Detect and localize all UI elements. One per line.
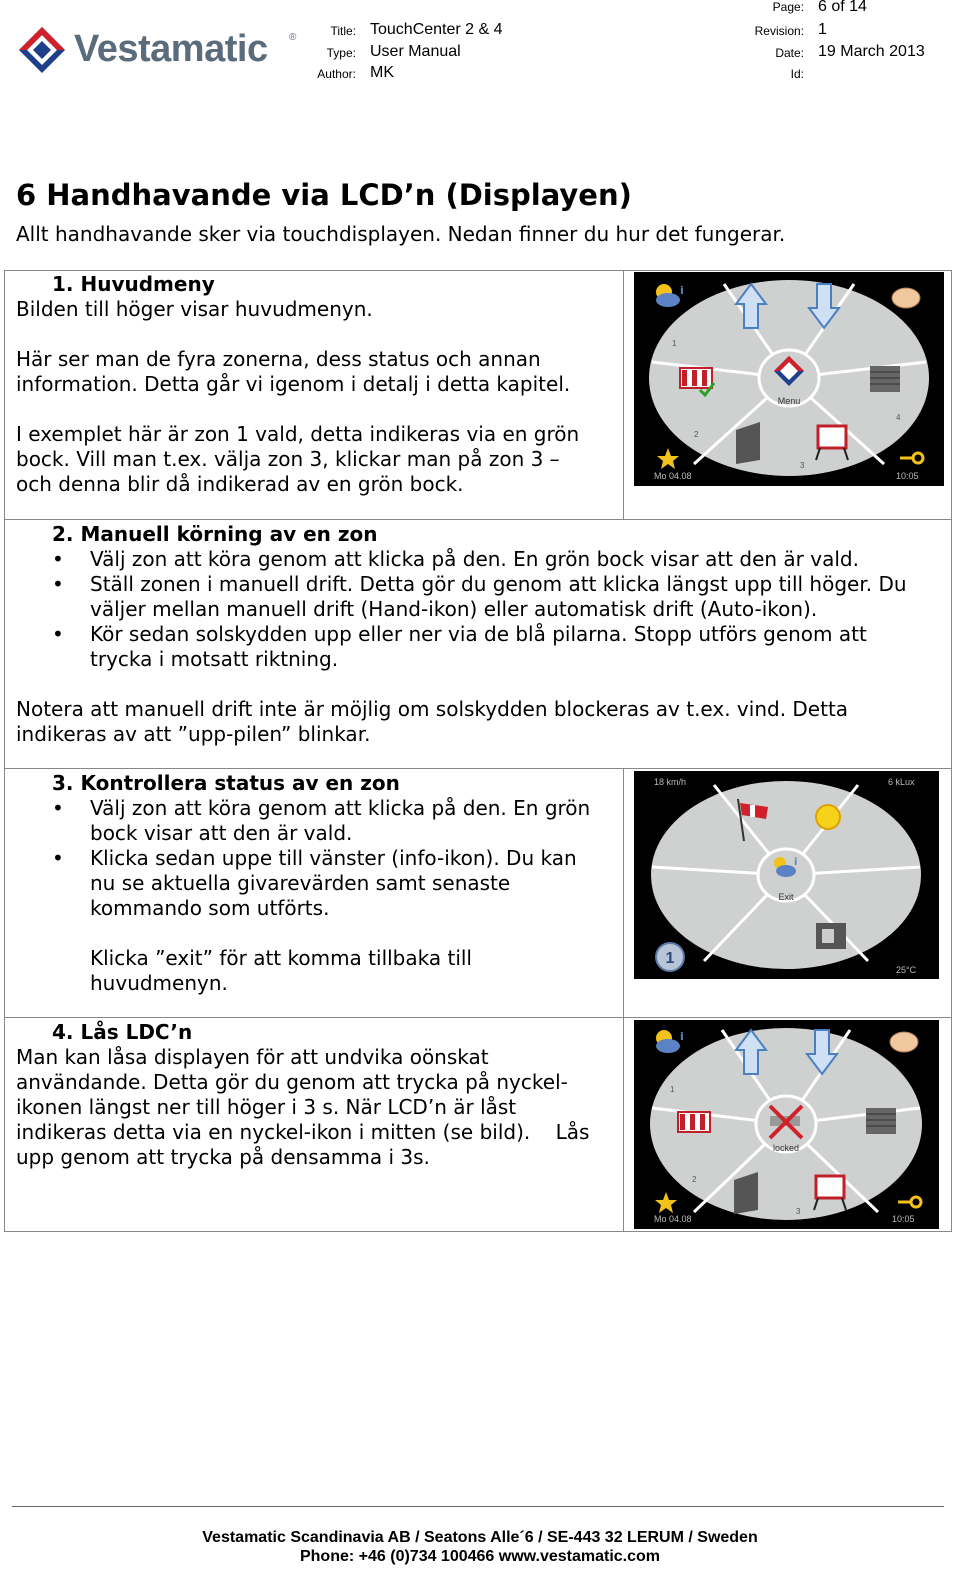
sun-icon: [816, 805, 840, 829]
favorite-star-icon: [655, 1192, 677, 1213]
lcd2-lux: 6 kLux: [888, 777, 915, 787]
section-2-bullet-2a: • Ställ zonen i manuell drift. Detta gör du genom att klicka längst upp till höger. Du: [16, 572, 946, 597]
vestamatic-logo: [18, 26, 297, 76]
section-2-bullet-1: • Välj zon att köra genom att klicka på den. En grön bock visar att den är vald.: [16, 547, 946, 572]
lcd2-zone-number: 1: [665, 950, 675, 967]
key-icon: [900, 453, 923, 463]
title-label: Title:: [330, 24, 356, 38]
logo-registered-mark: ®: [289, 32, 297, 43]
section-4-line-d: indikeras detta via en nyckel-ikon i mitten (se bild). Lås: [16, 1120, 590, 1144]
lcd1-time: 10:05: [896, 471, 919, 481]
section-1-p2a: Här ser man de fyra zonerna, dess status och annan: [16, 347, 541, 371]
section-1-p3a: I exemplet här är zon 1 vald, detta indikeras via en grön: [16, 422, 580, 446]
lcd1-date: Mo 04.08: [654, 471, 692, 481]
section-3-title: 3. Kontrollera status av en zon: [52, 771, 400, 795]
section-1-p3c: och denna blir då indikerad av en grön bock.: [16, 472, 464, 496]
section-3: [16, 771, 616, 996]
section-2-note-a: Notera att manuell drift inte är möjlig om solskydden blockeras av t.ex. vind. Detta: [16, 697, 849, 721]
type-label: Type:: [326, 46, 356, 60]
shutter-icon: [866, 1108, 896, 1134]
section-2-bullet-3a: • Kör sedan solskydden upp eller ner via de blå pilarna. Stopp utförs genom att: [16, 622, 946, 647]
lcd1-center-label: Menu: [777, 396, 801, 406]
section-2-bullet-2b: väljer mellan manuell drift (Hand-ikon) eller automatisk drift (Auto-ikon).: [90, 597, 818, 621]
section-4-line-a: Man kan låsa displayen för att undvika oönskat: [16, 1045, 489, 1069]
lcd2-exit-label: Exit: [778, 892, 794, 902]
lcd3-zone-2: 2: [692, 1175, 697, 1184]
lcd2-temperature: 25°C: [896, 965, 917, 975]
info-weather-icon: [656, 284, 684, 307]
section-3-p-a: Klicka ”exit” för att komma tillbaka till: [90, 946, 472, 970]
section-1-p3b: bock. Vill man t.ex. välja zon 3, klickar man på zon 3 –: [16, 447, 560, 471]
date-value: 19 March 2013: [818, 43, 925, 60]
title-value: TouchCenter 2 & 4: [370, 21, 503, 38]
page-title: 6 Handhavande via LCD’n (Displayen): [16, 178, 632, 212]
section-2-bullet-3b: trycka i motsatt riktning.: [90, 647, 339, 671]
key-icon: [898, 1197, 921, 1207]
lcd1-zone-1: 1: [672, 339, 677, 348]
section-1-title: 1. Huvudmeny: [52, 272, 215, 296]
lcd1-zone-2: 2: [694, 430, 699, 439]
section-3-bullet-2a: • Klicka sedan uppe till vänster (info-ikon). Du kan: [16, 846, 616, 871]
svg-text:i: i: [794, 857, 798, 868]
id-label: Id:: [790, 67, 804, 81]
lcd1-zone-4: 4: [896, 413, 901, 422]
hand-icon: [892, 288, 920, 308]
lcd3-locked-label: locked: [772, 1143, 800, 1153]
section-1-p1: Bilden till höger visar huvudmenyn.: [16, 297, 373, 321]
lcd3-time: 10:05: [892, 1214, 915, 1224]
section-4-line-e: upp genom att trycka på densamma i 3s.: [16, 1145, 430, 1169]
lcd-main-menu-image: [634, 272, 944, 486]
section-2: [16, 522, 946, 747]
lcd3-zone-1: 1: [670, 1085, 675, 1094]
logo-diamond-icon: [18, 26, 66, 74]
favorite-star-icon: [657, 448, 679, 469]
footer-divider: [12, 1506, 944, 1507]
zone-window-icon: [816, 923, 846, 949]
section-2-title: 2. Manuell körning av en zon: [52, 522, 378, 546]
awning-icon: [678, 1112, 710, 1132]
lcd-status-image: [634, 771, 939, 979]
page-label: Page:: [772, 0, 804, 14]
info-weather-icon: [656, 1030, 684, 1053]
section-2-note-b: indikeras av att ”upp-pilen” blinkar.: [16, 722, 371, 746]
page-header: [0, 0, 960, 95]
svg-text:i: i: [680, 1030, 684, 1043]
footer-address: Vestamatic Scandinavia AB / Seatons Alle´6 / SE-443 32 LERUM / Sweden: [202, 1529, 758, 1546]
type-value: User Manual: [370, 43, 461, 60]
lcd2-wind-speed: 18 km/h: [654, 777, 687, 787]
lcd3-zone-3: 3: [796, 1207, 801, 1216]
svg-text:i: i: [680, 284, 684, 297]
lcd-locked-image: [634, 1020, 939, 1229]
section-4-line-c: ikonen längst ner till höger i 3 s. När LCD’n är låst: [16, 1095, 517, 1119]
footer-contact: Phone: +46 (0)734 100466 www.vestamatic.com: [299, 1548, 661, 1565]
section-3-p-b: huvudmenyn.: [90, 971, 228, 995]
hand-icon: [890, 1032, 918, 1052]
lcd3-date: Mo 04.08: [654, 1214, 692, 1224]
section-3-bullet-2c: kommando som utförts.: [90, 896, 330, 920]
revision-label: Revision:: [754, 24, 804, 38]
section-3-bullet-2b: nu se aktuella givarevärden samt senaste: [90, 871, 511, 895]
date-label: Date:: [775, 46, 804, 60]
author-value: MK: [370, 64, 394, 81]
section-4-title: 4. Lås LDC’n: [52, 1020, 193, 1044]
lcd1-zone-3: 3: [800, 461, 805, 470]
section-4-line-b: användande. Detta gör du genom att trycka på nyckel-: [16, 1070, 568, 1094]
section-4: [16, 1020, 616, 1170]
section-1: [16, 272, 616, 497]
section-3-bullet-1b: bock visar att den är vald.: [90, 821, 353, 845]
shutter-icon: [870, 366, 900, 392]
intro-text: Allt handhavande sker via touchdisplayen. Nedan finner du hur det fungerar.: [16, 222, 786, 246]
author-label: Author:: [317, 67, 356, 81]
logo-text: Vestamatic: [74, 28, 268, 70]
section-1-p2b: information. Detta går vi igenom i detalj i detta kapitel.: [16, 372, 571, 396]
revision-value: 1: [818, 21, 827, 38]
section-3-bullet-1a: • Välj zon att köra genom att klicka på den. En grön: [16, 796, 616, 821]
page-value: 6 of 14: [818, 0, 867, 15]
